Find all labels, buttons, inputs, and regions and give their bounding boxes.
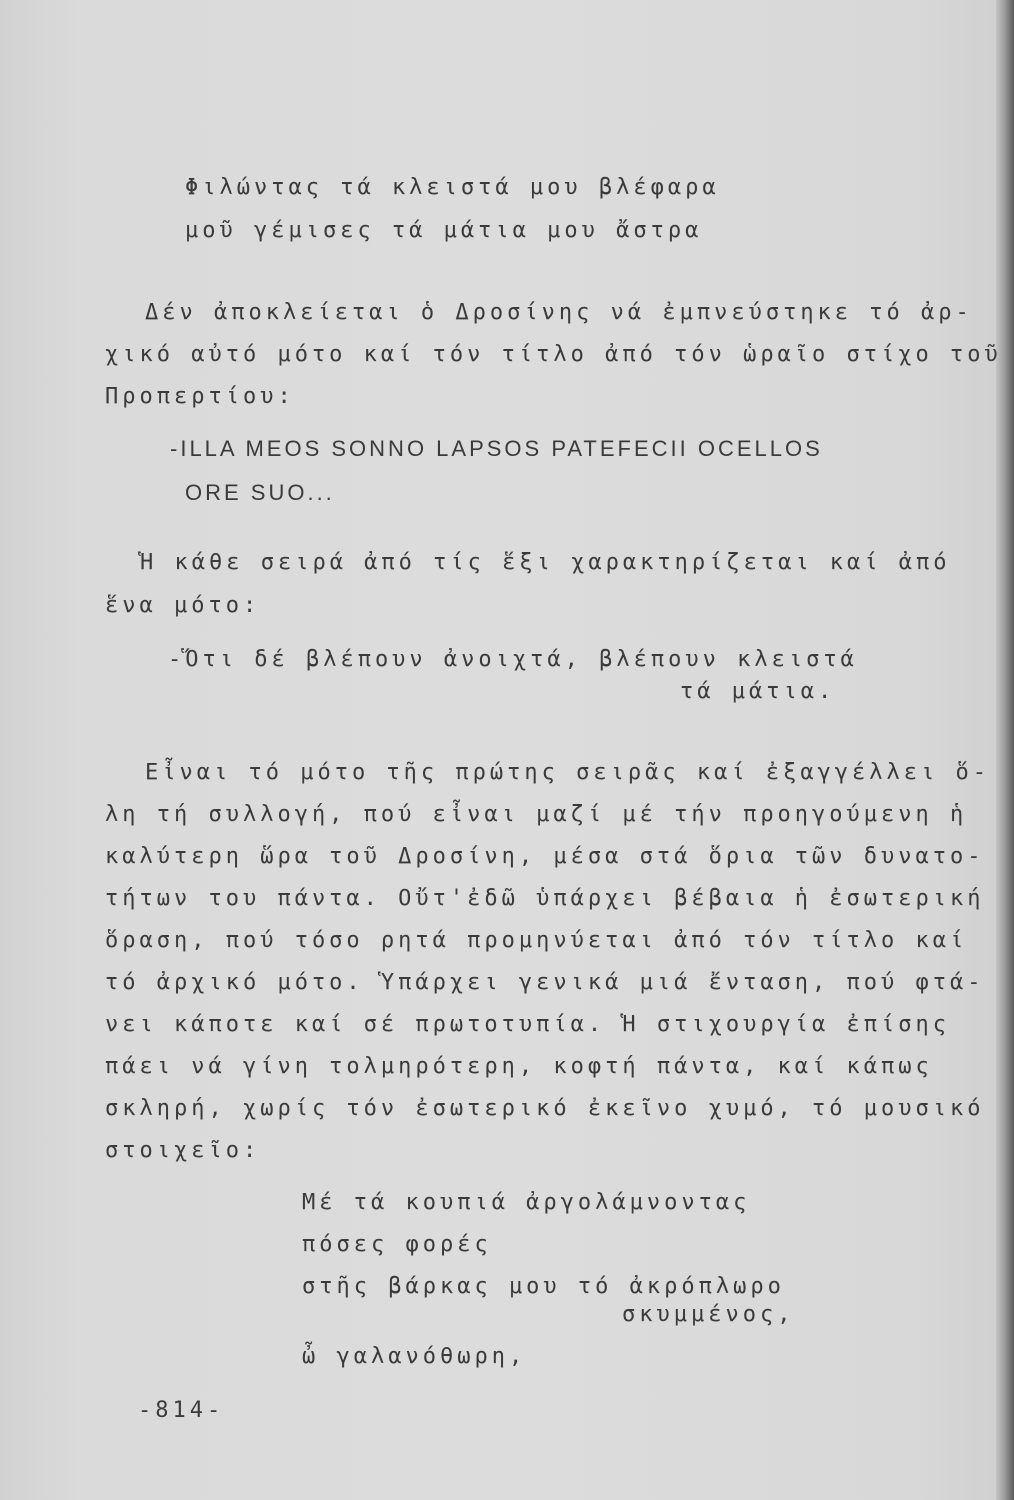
motto-line-2: τά μάτια. bbox=[680, 679, 836, 704]
latin-quote-line-1: -ILLA MEOS SONNO LAPSOS PATEFECII OCELLOS bbox=[170, 436, 823, 461]
paragraph-2-line-1: Ἡ κάθε σειρά ἀπό τίς ἕξι χαρακτηρίζεται καί ἀπό bbox=[140, 550, 951, 575]
poem-line-1: Μέ τά κουπιά ἀργολάμνοντας bbox=[302, 1190, 751, 1215]
paragraph-3-line-5: ὅραση, πού τόσο ρητά προμηνύεται ἀπό τόν τίτλο καί bbox=[105, 928, 968, 953]
motto-line-1: -Ὅτι δέ βλέπουν ἀνοιχτά, βλέπουν κλειστά bbox=[168, 647, 858, 672]
page-edge-shadow bbox=[996, 0, 1014, 1500]
paragraph-3-line-6: τό ἀρχικό μότο. Ὑπάρχει γενικά μιά ἔνταση, πού φτά- bbox=[105, 970, 985, 995]
paragraph-1-line-2: χικό αὐτό μότο καί τόν τίτλο ἀπό τόν ὡραῖο στίχο τοῦ bbox=[105, 342, 1002, 367]
epigraph-line-2: μοῦ γέμισες τά μάτια μου ἄστρα bbox=[185, 218, 703, 243]
paragraph-3-line-3: καλύτερη ὥρα τοῦ Δροσίνη, μέσα στά ὅρια τῶν δυνατο- bbox=[105, 844, 985, 869]
paragraph-3-line-10: στοιχεῖο: bbox=[105, 1138, 261, 1163]
paragraph-1-line-3: Προπερτίου: bbox=[105, 384, 295, 409]
poem-line-3: στῆς βάρκας μου τό ἀκρόπλωρο bbox=[302, 1274, 785, 1299]
paragraph-3-line-7: νει κάποτε καί σέ πρωτοτυπία. Ἡ στιχουργία ἐπίσης bbox=[105, 1012, 951, 1037]
epigraph-line-1: Φιλώντας τά κλειστά μου βλέφαρα bbox=[185, 175, 720, 200]
latin-quote-line-2: ORE SUO... bbox=[185, 480, 335, 505]
poem-line-2: πόσες φορές bbox=[302, 1232, 492, 1257]
paragraph-3-line-1: Εἶναι τό μότο τῆς πρώτης σειρᾶς καί ἐξαγγέλλει ὅ- bbox=[145, 760, 991, 785]
paragraph-3-line-8: πάει νά γίνη τολμηρότερη, κοφτή πάντα, καί κάπως bbox=[105, 1054, 933, 1079]
paragraph-1-line-1: Δέν ἀποκλείεται ὁ Δροσίνης νά ἐμπνεύστηκε τό ἀρ- bbox=[145, 300, 973, 325]
page-number: -814- bbox=[138, 1398, 225, 1423]
poem-line-4: σκυμμένος, bbox=[622, 1302, 795, 1327]
paragraph-3-line-2: λη τή συλλογή, πού εἶναι μαζί μέ τήν προηγούμενη ἡ bbox=[105, 802, 968, 827]
paragraph-3-line-4: τήτων του πάντα. Οὔτ'ἐδῶ ὑπάρχει βέβαια ἡ ἐσωτερική bbox=[105, 886, 985, 911]
paragraph-2-line-2: ἕνα μότο: bbox=[105, 593, 261, 618]
paragraph-3-line-9: σκληρή, χωρίς τόν ἐσωτερικό ἐκεῖνο χυμό, τό μουσικό bbox=[105, 1096, 985, 1121]
poem-line-5: ὦ γαλανόθωρη, bbox=[302, 1344, 527, 1369]
